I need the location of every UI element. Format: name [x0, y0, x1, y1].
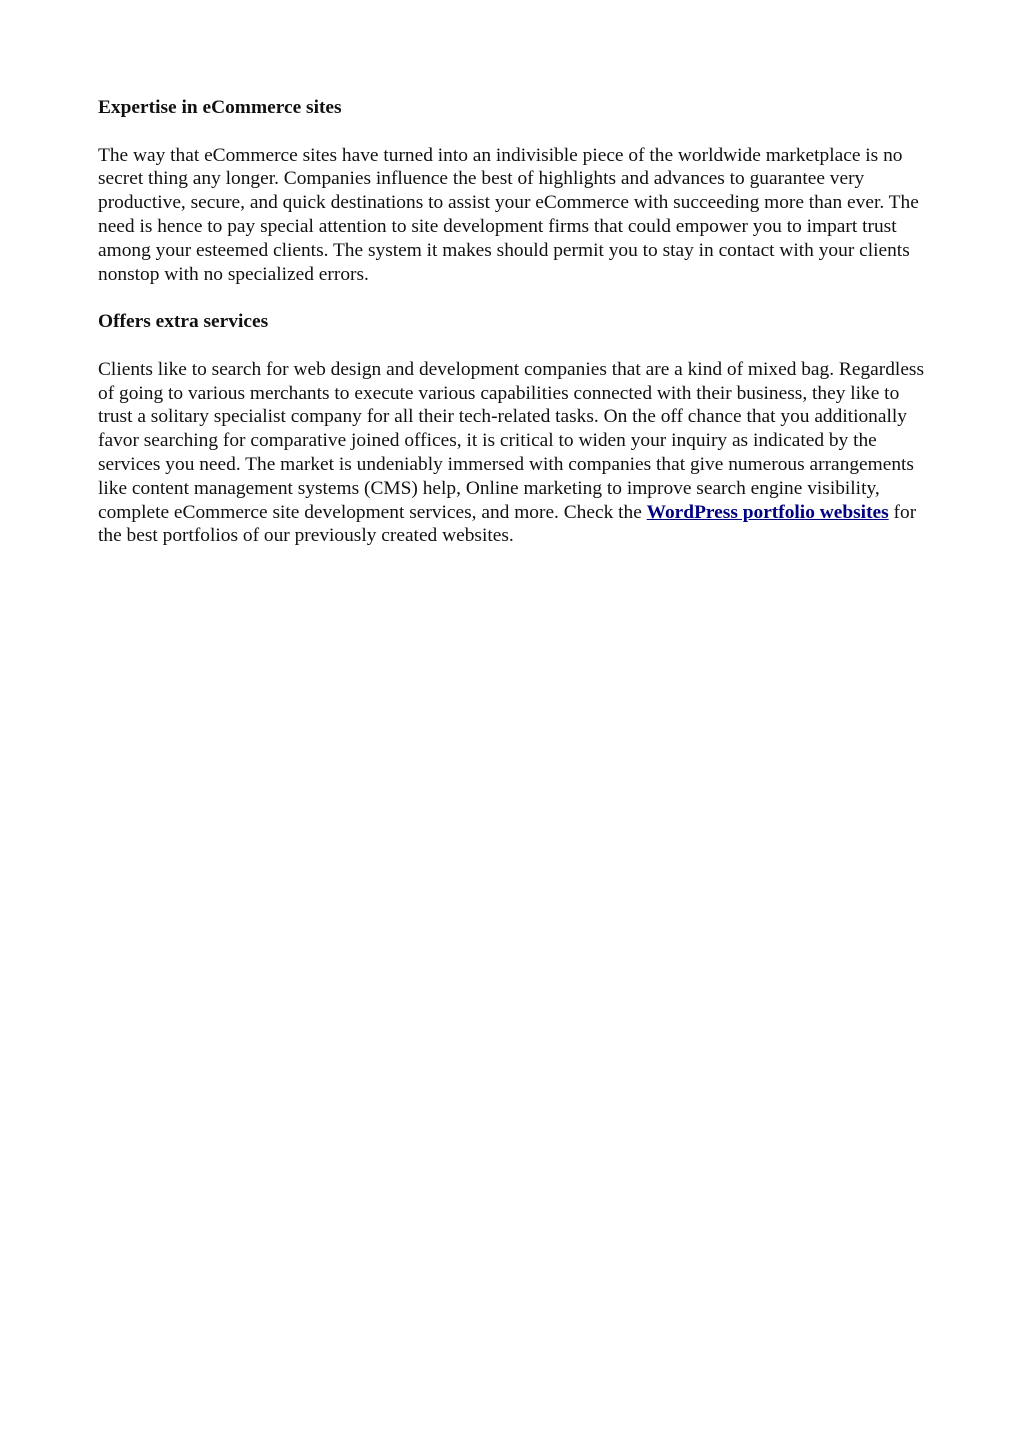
section-heading-expertise: Expertise in eCommerce sites: [98, 97, 342, 118]
section-paragraph-expertise: The way that eCommerce sites have turned into an indivisible piece of the worldwide marketplace is no secret thing any longer. Companies influence the best of highlights and advances to guarantee very productive, secure, and quick destinations to assist your eCommerce with succeeding more than ever. The need is hence to pay special attention to site development firms that could empower you to impart trust among your esteemed clients. The system it makes should permit you to stay in contact with your clients nonstop with no specialized errors.: [98, 144, 919, 285]
wordpress-portfolio-link[interactable]: WordPress portfolio websites: [646, 501, 889, 523]
paragraph-text-after-link: for the best portfolios of our previously created websites.: [98, 501, 917, 547]
document-body: [98, 96, 928, 572]
paragraph-text-before-link: Clients like to search for web design and development companies that are a kind of mixed bag. Regardless of going to various merchants to execute various capabilities connected with their business, they like to trust a solitary specialist company for all their tech-related tasks. On the off chance that you additionally favor searching for comparative joined offices, it is critical to widen your inquiry as indicated by the services you need. The market is undeniably immersed with companies that give numerous arrangements like content management systems (CMS) help, Online marketing to improve search engine visibility, complete eCommerce site development services, and more. Check the: [98, 358, 925, 523]
section-paragraph-extra-services: [98, 358, 928, 548]
section-heading-extra-services: Offers extra services: [98, 311, 269, 333]
